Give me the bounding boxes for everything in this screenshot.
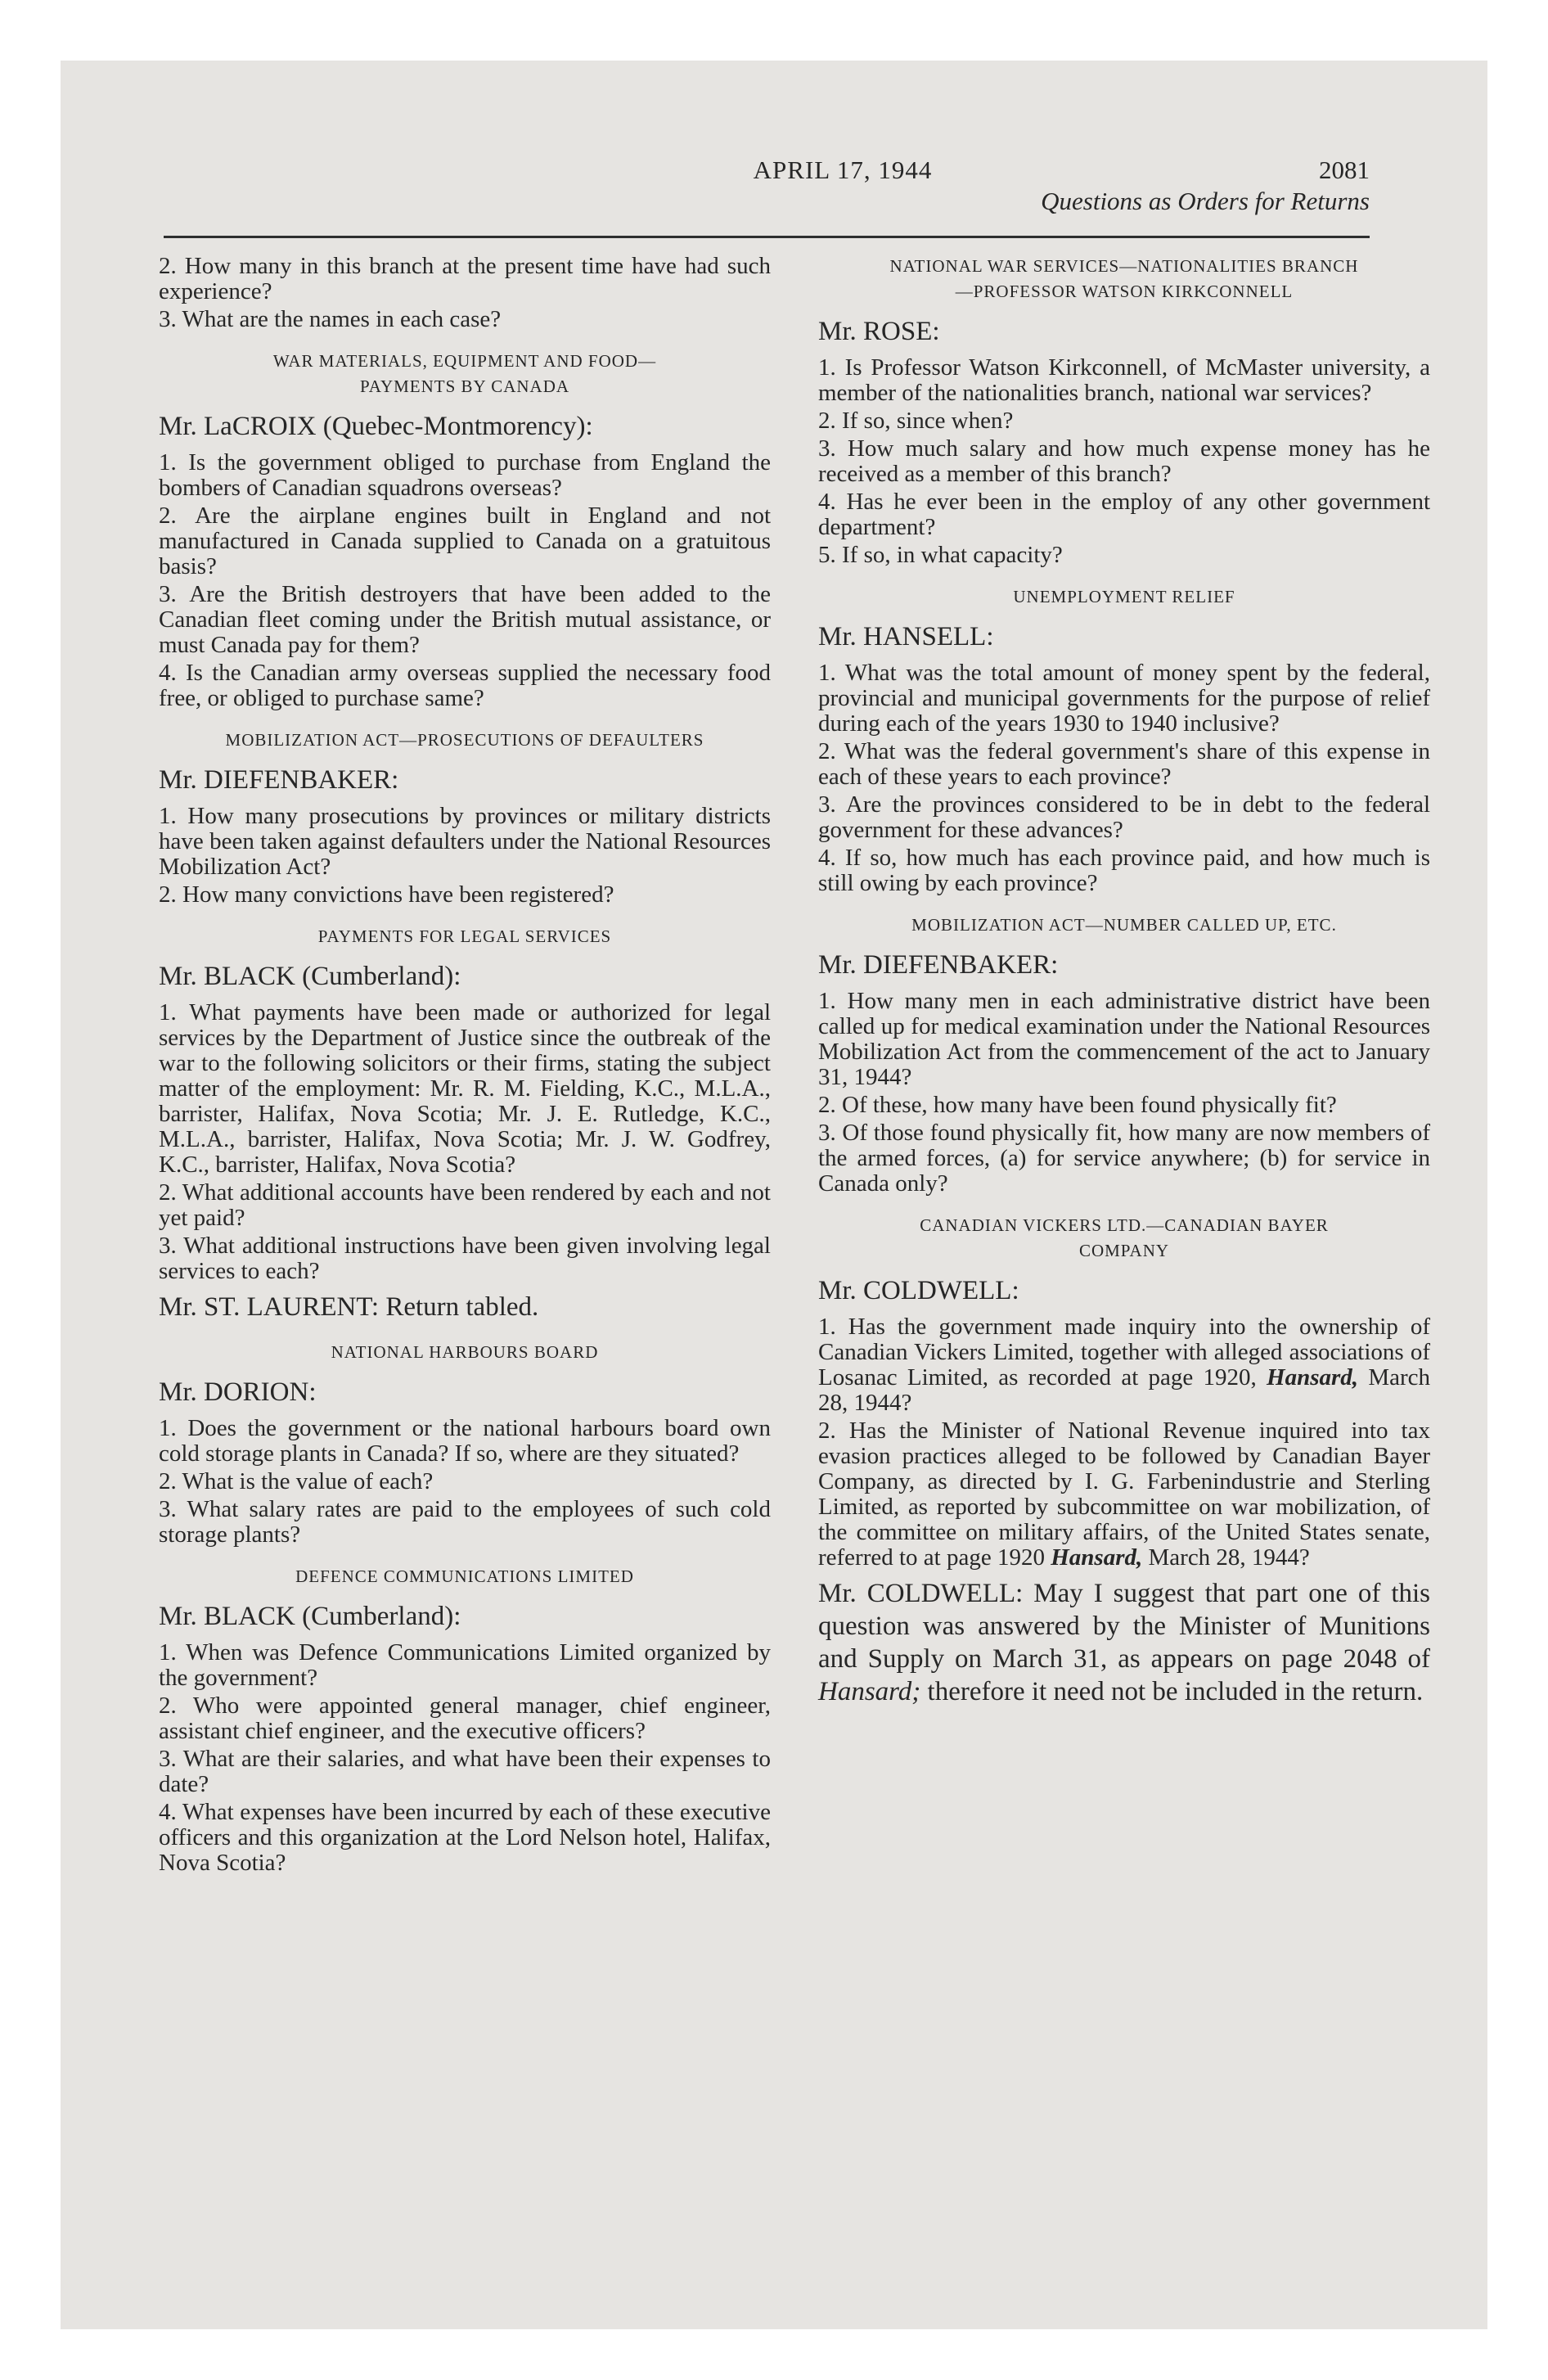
question: 2. Has the Minister of National Revenue inquired into tax evasion practices alleged to be followed by Canadian Bayer Company, as directed by I. G. Farbenindustrie and Sterling Limited, as reported by subcommittee on war mobilization, of the committee on military affairs, of the United States senate, referred to at page 1920 Hansard, March 28, 1944? (818, 1418, 1430, 1571)
question: 5. If so, in what capacity? (818, 542, 1063, 568)
answer: Mr. ST. LAURENT: Return tabled. (159, 1292, 539, 1322)
right-column (818, 254, 1430, 1715)
page-date: APRIL 17, 1944 (753, 156, 933, 184)
hansard-citation: Hansard, (1267, 1364, 1359, 1391)
question: 3. Are the provinces considered to be in debt to the federal government for these advances? (818, 791, 1430, 843)
speaker: Mr. BLACK (Cumberland): (159, 1602, 461, 1631)
question: 2. What is the value of each? (159, 1468, 434, 1494)
question: 1. Is the government obliged to purchase from England the bombers of Canadian squadrons overseas? (159, 449, 771, 501)
question: 4. What expenses have been incurred by each of these executive officers and this organization at the Lord Nelson hotel, Halifax, Nova Scotia? (159, 1799, 771, 1876)
question: 2. How many convictions have been registered? (159, 881, 614, 908)
question: 1. Does the government or the national harbours board own cold storage plants in Canada? If so, where are they situated? (159, 1415, 771, 1467)
question: 2. Are the airplane engines built in England and not manufactured in Canada supplied to Canada on a gratuitous basis? (159, 503, 771, 579)
hansard-citation: Hansard, (1051, 1544, 1143, 1571)
speaker: Mr. DIEFENBAKER: (818, 950, 1059, 980)
question: 3. Of those found physically fit, how many are now members of the armed forces, (a) for service anywhere; (b) for service in Canada only? (818, 1120, 1430, 1197)
speaker: Mr. DIEFENBAKER: (159, 765, 399, 795)
section-heading-nationalities-branch: NATIONAL WAR SERVICES—NATIONALITIES BRANCH —PROFESSOR WATSON KIRKCONNELL (889, 256, 1359, 301)
hansard-citation: Hansard; (818, 1677, 921, 1706)
question: 1. Has the government made inquiry into the ownership of Canadian Vickers Limited, together with alleged associations of Losanac Limited, as recorded at page 1920, Hansard, March 28, 1944? (818, 1314, 1431, 1416)
question: 1. Is Professor Watson Kirkconnell, of McMaster university, a member of the nationalities branch, national war services? (818, 354, 1430, 406)
answer: Mr. COLDWELL: May I suggest that part one of this question was answered by the Minister of Munitions and Supply on March 31, as appears on page 2048 of Hansard; therefore it need not be included in the return. (818, 1579, 1430, 1706)
left-column (159, 254, 771, 1878)
question: 3. What salary rates are paid to the employees of such cold storage plants? (159, 1496, 771, 1548)
section-heading-war-materials: WAR MATERIALS, EQUIPMENT AND FOOD— PAYMENTS BY CANADA (272, 351, 657, 396)
speaker: Mr. DORION: (159, 1377, 317, 1407)
section-heading-unemployment-relief: UNEMPLOYMENT RELIEF (1013, 587, 1235, 606)
question: 2. Who were appointed general manager, chief engineer, assistant chief engineer, and the executive officers? (159, 1693, 771, 1744)
speaker: Mr. HANSELL: (818, 622, 994, 651)
page-number: 2081 (1319, 156, 1370, 184)
speaker: Mr. LaCROIX (Quebec-Montmorency): (159, 412, 593, 441)
question: 3. Are the British destroyers that have been added to the Canadian fleet coming under the British mutual assistance, or must Canada pay for them? (159, 581, 771, 658)
section-heading-defence-communications: DEFENCE COMMUNICATIONS LIMITED (295, 1566, 634, 1586)
question: 1. What was the total amount of money spent by the federal, provincial and municipal governments for the purpose of relief during each of the years 1930 to 1940 inclusive? (818, 660, 1430, 737)
question: 2. Of these, how many have been found physically fit? (818, 1092, 1337, 1118)
header-rule (164, 236, 1370, 238)
question: 4. Has he ever been in the employ of any other government department? (818, 489, 1430, 540)
speaker: Mr. ROSE: (818, 317, 940, 346)
speaker: Mr. COLDWELL: (818, 1276, 1019, 1305)
question: 2. How many in this branch at the present time have had such experience? (159, 253, 771, 304)
question: 3. What are their salaries, and what have been their expenses to date? (159, 1746, 771, 1797)
question: 2. What was the federal government's share of this expense in each of these years to each province? (818, 738, 1430, 790)
question: 4. Is the Canadian army overseas supplied the necessary food free, or obliged to purchase same? (159, 660, 771, 711)
section-heading-harbours-board: NATIONAL HARBOURS BOARD (331, 1342, 599, 1362)
section-heading-canadian-vickers: CANADIAN VICKERS LTD.—CANADIAN BAYER COMPANY (920, 1215, 1329, 1260)
question: 4. If so, how much has each province paid, and how much is still owing by each province? (818, 845, 1430, 896)
question: 3. How much salary and how much expense money has he received as a member of this branch? (818, 435, 1430, 487)
section-heading-legal-services: PAYMENTS FOR LEGAL SERVICES (317, 926, 612, 946)
question: 1. When was Defence Communications Limited organized by the government? (159, 1639, 771, 1691)
page-subtitle: Questions as Orders for Returns (1041, 187, 1370, 215)
question: 1. How many prosecutions by provinces or military districts have been taken against defaulters under the National Resources Mobilization Act? (159, 803, 771, 880)
question: 2. If so, since when? (818, 408, 1014, 434)
speaker: Mr. BLACK (Cumberland): (159, 962, 461, 991)
section-heading-mobilization-defaulters: MOBILIZATION ACT—PROSECUTIONS OF DEFAULTERS (225, 730, 704, 750)
question: 3. What are the names in each case? (159, 306, 502, 332)
question: 1. How many men in each administrative district have been called up for medical examination under the National Resources Mobilization Act from the commencement of the act to January 31, 1944? (818, 988, 1430, 1090)
question: 1. What payments have been made or authorized for legal services by the Department of Justice since the outbreak of the war to the following solicitors or their firms, stating the subject matter of the employment: Mr. R. M. Fielding, K.C., M.L.A., barrister, Halifax, Nova Scotia; Mr. J. E. Rutledge, K.C., M.L.A., barrister, Halifax, Nova Scotia; Mr. J. W. Godfrey, K.C., barrister, Halifax, Nova Scotia? (159, 999, 771, 1178)
question: 3. What additional instructions have been given involving legal services to each? (159, 1233, 771, 1284)
question: 2. What additional accounts have been rendered by each and not yet paid? (159, 1179, 771, 1231)
section-heading-mobilization-called-up: MOBILIZATION ACT—NUMBER CALLED UP, ETC. (911, 915, 1337, 935)
